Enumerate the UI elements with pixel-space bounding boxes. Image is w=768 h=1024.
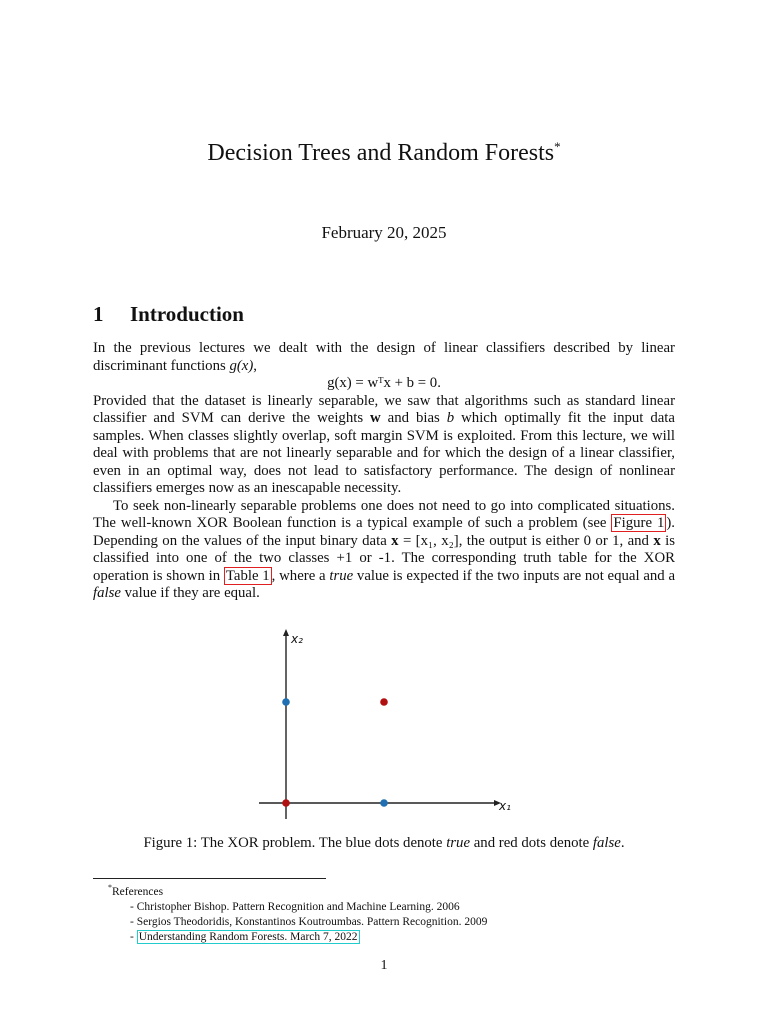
xor-scatter-plot: [255, 623, 515, 823]
paper-date: February 20, 2025: [321, 223, 447, 242]
footnote-item: - Understanding Random Forests. March 7, 2022: [130, 930, 358, 943]
section-heading: [93, 300, 244, 328]
body-text: [93, 340, 675, 603]
xor-figure: [255, 623, 515, 823]
footnote-item: - Sergios Theodoridis, Konstantinos Koutroumbas. Pattern Recognition. 2009: [130, 915, 488, 928]
y-axis-label: x₂: [291, 632, 303, 646]
function-g: g(x): [229, 357, 254, 374]
data-point: [380, 799, 388, 807]
title-text: Decision Trees and Random Forests: [207, 140, 555, 166]
figure-caption: Figure 1: The XOR problem. The blue dots denote true and red dots denote false.: [143, 835, 625, 851]
data-point: [380, 698, 388, 706]
section-title: Introduction: [130, 302, 244, 326]
page-number: 1: [380, 958, 388, 973]
x-axis-label: x₁: [499, 799, 511, 813]
equation-linear-discriminant: g(x) = wᵀx + b = 0.: [327, 375, 441, 391]
title-footnote-mark[interactable]: *: [554, 139, 561, 154]
footnote-divider: [93, 878, 326, 879]
paragraph-2: Provided that the dataset is linearly separable, we saw that algorithms such as standard linear classifier and SVM can derive the weights w and bias b which optimally fit the input data samples. When classes slightly overlap, soft margin SVM is exploited. From this lecture, we will deal with problems that are not linearly separable and for which the design of a linear classifier, even in an optimal way, does not lead to satisfactory performance. The design of nonlinear classifiers emerges now as an inescapable necessity.: [93, 392, 675, 496]
section-number: 1: [93, 302, 104, 326]
paragraph-3: To seek non-linearly separable problems one does not need to go into complicated situations. The well-known XOR Boolean function is a typical example of such a problem (see Figure 1 ). Depending on the values of the input binary data x = [x₁, x₂], the output is either 0 or 1, and x is classified into one of the two classes +1 or -1. The corresponding truth table for the XOR operation is shown in Table 1 , where a true value is expected if the two inputs are not equal and a false value if they are equal.: [93, 497, 676, 601]
table-1-link[interactable]: Table 1: [225, 567, 270, 584]
footnotes: [108, 880, 487, 945]
figure-1-link[interactable]: Figure 1: [613, 515, 665, 531]
y-axis-arrow: [283, 629, 289, 636]
paragraph-1: In the previous lectures we dealt with the design of linear classifiers described by linear discriminant functions g(x),: [93, 340, 675, 374]
footnote-heading: *References: [108, 883, 164, 898]
paper-title: [0, 138, 768, 168]
data-point: [282, 698, 290, 706]
reference-link[interactable]: Understanding Random Forests. March 7, 2022: [138, 930, 358, 943]
footnote-item: - Christopher Bishop. Pattern Recognition and Machine Learning. 2006: [130, 900, 460, 913]
data-point: [282, 799, 290, 807]
